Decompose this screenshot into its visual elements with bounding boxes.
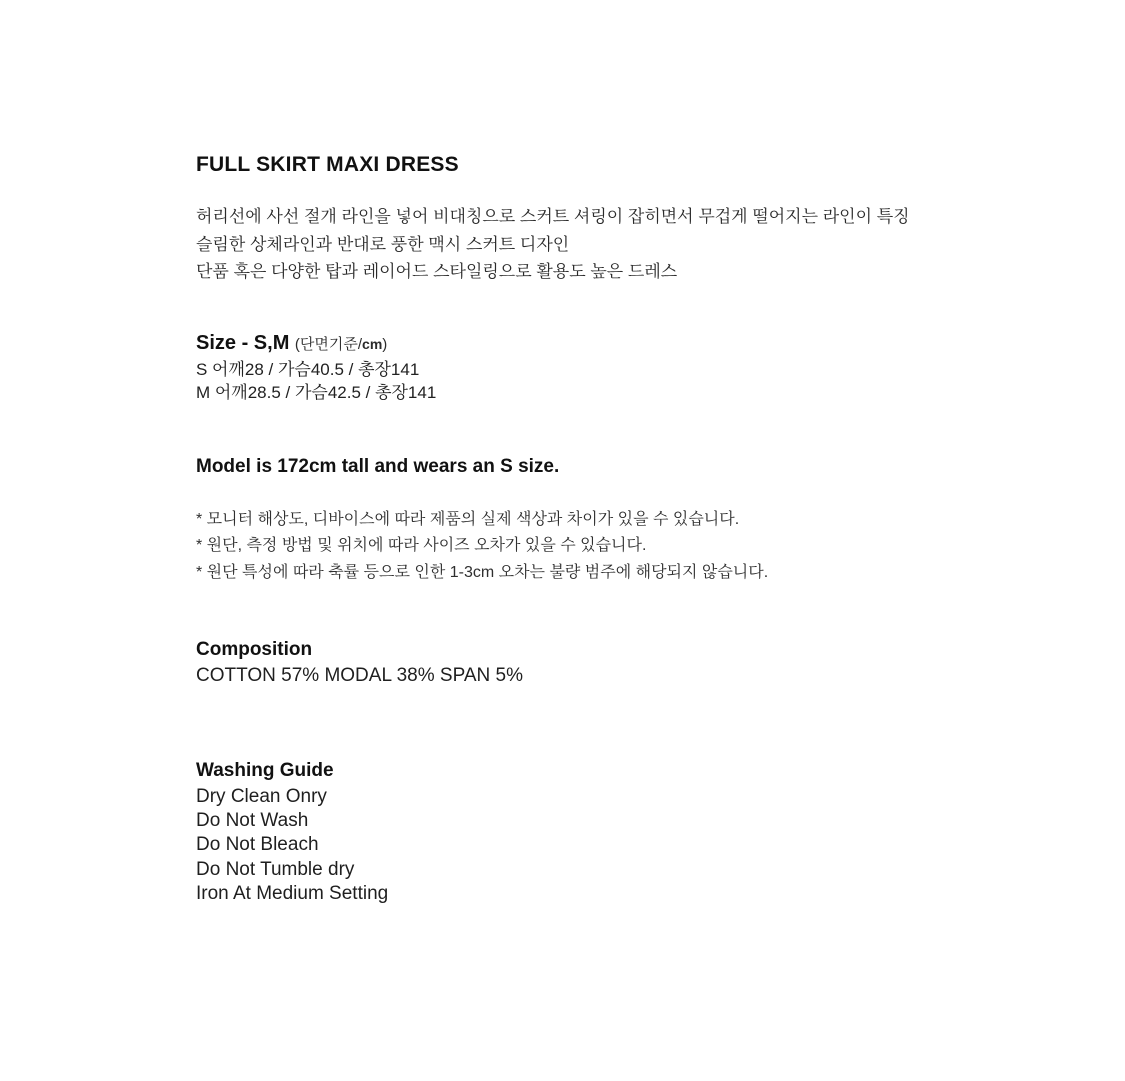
size-unit-note: [295, 336, 387, 353]
washing-guide-line: Do Not Bleach: [196, 834, 319, 856]
washing-guide-line: Do Not Wash: [196, 809, 309, 831]
page-title: FULL SKIRT MAXI DRESS: [196, 153, 459, 176]
note-line: * 원단 특성에 따라 축률 등으로 인한 1-3cm 오차는 불량 범주에 해당되지 않습니다.: [196, 563, 769, 581]
washing-guide-line: Iron At Medium Setting: [196, 882, 389, 904]
size-section: [196, 330, 956, 405]
washing-guide-section: [196, 759, 956, 906]
size-unit-suffix: ): [382, 335, 388, 353]
note-line: * 모니터 해상도, 디바이스에 따라 제품의 실제 색상과 차이가 있을 수 있습니다.: [196, 511, 740, 529]
size-heading-label: Size - S,M: [196, 331, 290, 354]
washing-guide-line: Do Not Tumble dry: [196, 858, 355, 880]
size-row: S 어깨28 / 가슴40.5 / 총장141: [196, 359, 420, 379]
disclaimer-notes: [196, 507, 956, 585]
note-line: * 원단, 측정 방법 및 위치에 따라 사이즈 오차가 있을 수 있습니다.: [196, 537, 647, 555]
size-row: M 어깨28.5 / 가슴42.5 / 총장141: [196, 383, 437, 403]
composition-heading: Composition: [196, 638, 313, 660]
size-unit-prefix: (단면기준/: [294, 335, 363, 353]
description-line: 슬림한 상체라인과 반대로 풍한 맥시 스커트 디자인: [196, 234, 570, 254]
washing-guide-line: Dry Clean Onry: [196, 785, 327, 807]
composition-value: COTTON 57% MODAL 38% SPAN 5%: [196, 665, 523, 687]
description-line: 단품 혹은 다양한 탑과 레이어드 스타일링으로 활용도 높은 드레스: [196, 262, 678, 282]
product-description: [196, 203, 956, 286]
product-detail-content: [196, 152, 956, 906]
composition-section: [196, 638, 956, 689]
size-heading: [196, 330, 956, 356]
washing-guide-heading: Washing Guide: [196, 759, 334, 781]
description-line: 허리선에 사선 절개 라인을 넣어 비대칭으로 스커트 셔링이 잡히면서 무겁게 떨어지는 라인이 특징: [196, 207, 910, 227]
size-unit-value: cm: [362, 335, 383, 352]
model-info: Model is 172cm tall and wears an S size.: [196, 455, 560, 477]
